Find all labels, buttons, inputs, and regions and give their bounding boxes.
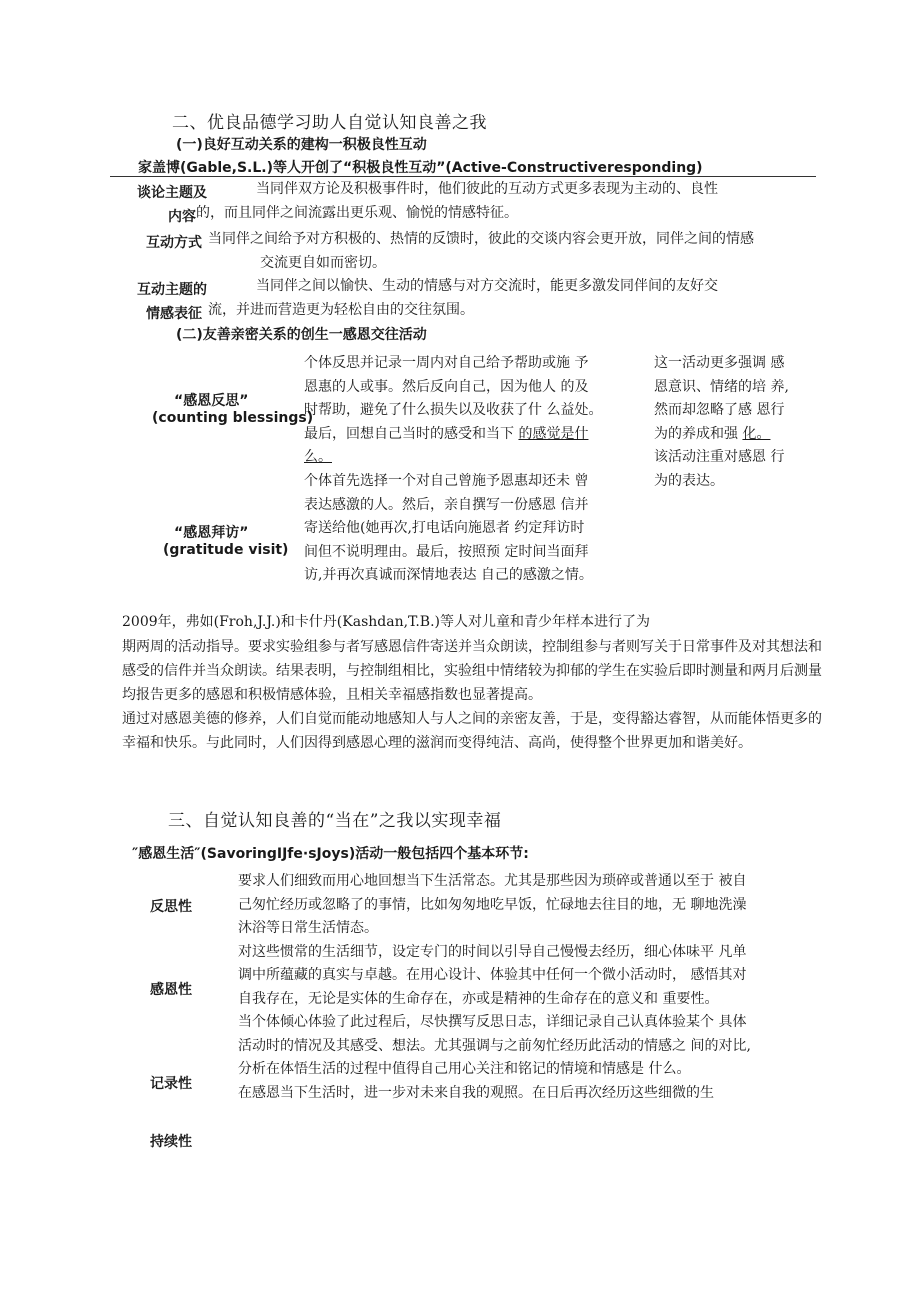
row2-line2: 交流更自如而密切。 — [260, 255, 386, 271]
row3-line2: 流，并进而营造更为轻松自由的交往氛围。 — [208, 302, 474, 318]
label-gratitude: 感恩性 — [150, 982, 192, 998]
row1-line2: 的，而且同伴之间流露出更乐观、愉悦的情感特征。 — [196, 205, 518, 221]
para2-body: 通过对感恩美德的修养，人们自觉而能动地感知人与人之间的亲密友善，于是，变得豁达睿智，从而能体悟更多的幸福和快乐。与此同时，人们因得到感恩心理的滋润而变得纯洁、高尚，使得整个世界更加和谐美好。 — [122, 711, 822, 751]
label-continuity: 持续性 — [150, 1134, 192, 1150]
section3-body: 要求人们细致而用心地回想当下生活常态。尤其是那些因为琐碎或普通以至于 被自 己匆忙经历或忽略了的事情，比如匆匆地吃早饭，忙碌地去往目的地，无 聊地洗澡 沐浴等日常生活情态。 对这些惯常的生活细节，设定专门的时间以引导自己慢慢去经历，细心体味平 凡单 调中所蕴藏的真实与卓越。在用心设计、体验其中任何一个微小活动时， 感悟其对 自我存在，无论是实体的生命存在，亦或是精神的生命存在的意义和 重要性。 当个体倾心体验了此过程后，尽快撰写反思日志，详细记录自己认真体验某个 具体 活动时的情况及其感受、想法。尤其强调与之前匆忙经历此活动的情感之 间的对比, 分析在体悟生活的过程中值得自己用心关注和铭记的情境和情感是 什么。 在感恩当下生活时，进一步对未来自我的观照。在日后再次经历这些细微的生 — [238, 873, 751, 1101]
gable-intro: 家盖博(Gable,S.L.)等人开创了“积极良性互动”(Active-Constructiveresponding) — [138, 160, 703, 176]
row2-label: 互动方式 — [146, 235, 202, 251]
divider-line — [110, 176, 816, 177]
item2-name: “感恩拜访” — [174, 525, 249, 541]
row2-line1: 当同伴之间给予对方积极的、热情的反馈时，彼此的交谈内容会更开放，同伴之间的情感 — [208, 231, 754, 247]
para1-first-line: 2009年，弗如(Froh,J.J.)和卡什丹(Kashdan,T.B.)等人对儿童和青少年样本进行了为 — [122, 614, 650, 630]
row1-label-b: 内容 — [168, 209, 196, 225]
subsection1-heading: (一)良好互动关系的建构一积极良性互动 — [176, 137, 427, 153]
section2-title: 二、优良品德学习助人自觉认知良善之我 — [172, 113, 487, 133]
savoring-intro: ″感恩生活″(SavoringIJfe·sJoys)活动一般包括四个基本环节: — [132, 846, 529, 862]
section3-title: 三、自觉认知良善的“当在”之我以实现幸福 — [168, 811, 502, 831]
label-reflective: 反思性 — [150, 899, 192, 915]
label-recording: 记录性 — [150, 1076, 192, 1092]
row1-line1: 当同伴双方论及积极事件时，他们彼此的互动方式更多表现为主动的、良性 — [256, 181, 718, 197]
item1-name: “感恩反思” — [174, 393, 249, 409]
item1-en: (counting blessings) — [152, 410, 314, 426]
row3-label-a: 互动主题的 — [137, 282, 207, 298]
subsection2-heading: (二)友善亲密关系的创生一感恩交往活动 — [176, 327, 427, 343]
item2-en: (gratitude visit) — [163, 542, 289, 558]
item2-text: 个体首先选择一个对自己曾施予恩惠却还未 曾 表达感激的人。然后，亲自撰写一份感恩 信并 寄送给他(她再次,打电话向施恩者 约定拜访时 间但不说明理由。最后，按照预 定时间当面拜 访,并再次真诚而深情地表达 自己的感激之情。 — [304, 473, 593, 583]
row3-line1: 当同伴之间以愉快、生动的情感与对方交流时，能更多激发同伴间的友好交 — [256, 278, 718, 294]
row1-label-a: 谈论主题及 — [137, 185, 207, 201]
table-note: 这一活动更多强调 感 恩意识、情绪的培 养, 然而却忽略了感 恩行 为的养成和强 化。 该活动注重对感恩 行 为的表达。 — [654, 355, 789, 489]
row3-label-b: 情感表征 — [146, 306, 202, 322]
item1-text: 个体反思并记录一周内对自己给予帮助或施 予 恩惠的人或事。然后反向自己，因为他人 的及 时帮助，避免了什么损失以及收获了什 么益处。 最后，回想自己当时的感受和当下 的感觉是什 么。 — [304, 355, 603, 465]
para1-body: 期两周的活动指导。要求实验组参与者写感恩信件寄送并当众朗读，控制组参与者则写关于日常事件及对其想法和感受的信件并当众朗读。结果表明，与控制组相比，实验组中情绪较为抑郁的学生在实验后即时测量和两月后测量均报告更多的感恩和积极情感体验，且相关幸福感指数也显著提高。 — [122, 639, 822, 703]
